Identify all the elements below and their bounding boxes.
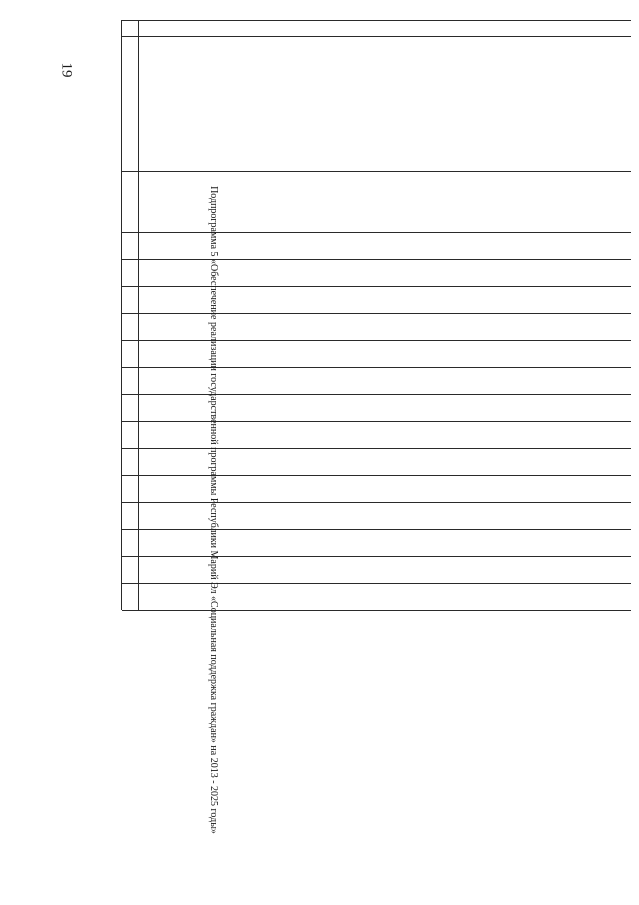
column-line-8 [122, 367, 631, 368]
column-line-3 [122, 232, 631, 233]
column-line-9 [122, 394, 631, 395]
header-top-border [138, 20, 139, 610]
column-line-0 [122, 20, 631, 21]
column-line-1 [122, 36, 631, 37]
column-line-14 [122, 529, 631, 530]
column-line-7 [122, 340, 631, 341]
column-line-12 [122, 475, 631, 476]
column-line-13 [122, 502, 631, 503]
column-line-6 [122, 313, 631, 314]
column-line-16 [122, 583, 631, 584]
column-line-11 [122, 448, 631, 449]
column-line-17 [122, 610, 631, 611]
column-line-10 [122, 421, 631, 422]
header-bottom-border [121, 20, 122, 610]
column-line-2 [122, 171, 631, 172]
page-number: 19 [58, 62, 75, 78]
column-line-15 [122, 556, 631, 557]
subprogram-title: Подпрограмма 5 «Обеспечение реализации государственной программы Республики Марий Эл «Социальная поддержка граждан» на 2013 - 2025 годы» [208, 186, 219, 834]
column-line-4 [122, 259, 631, 260]
column-line-5 [122, 286, 631, 287]
